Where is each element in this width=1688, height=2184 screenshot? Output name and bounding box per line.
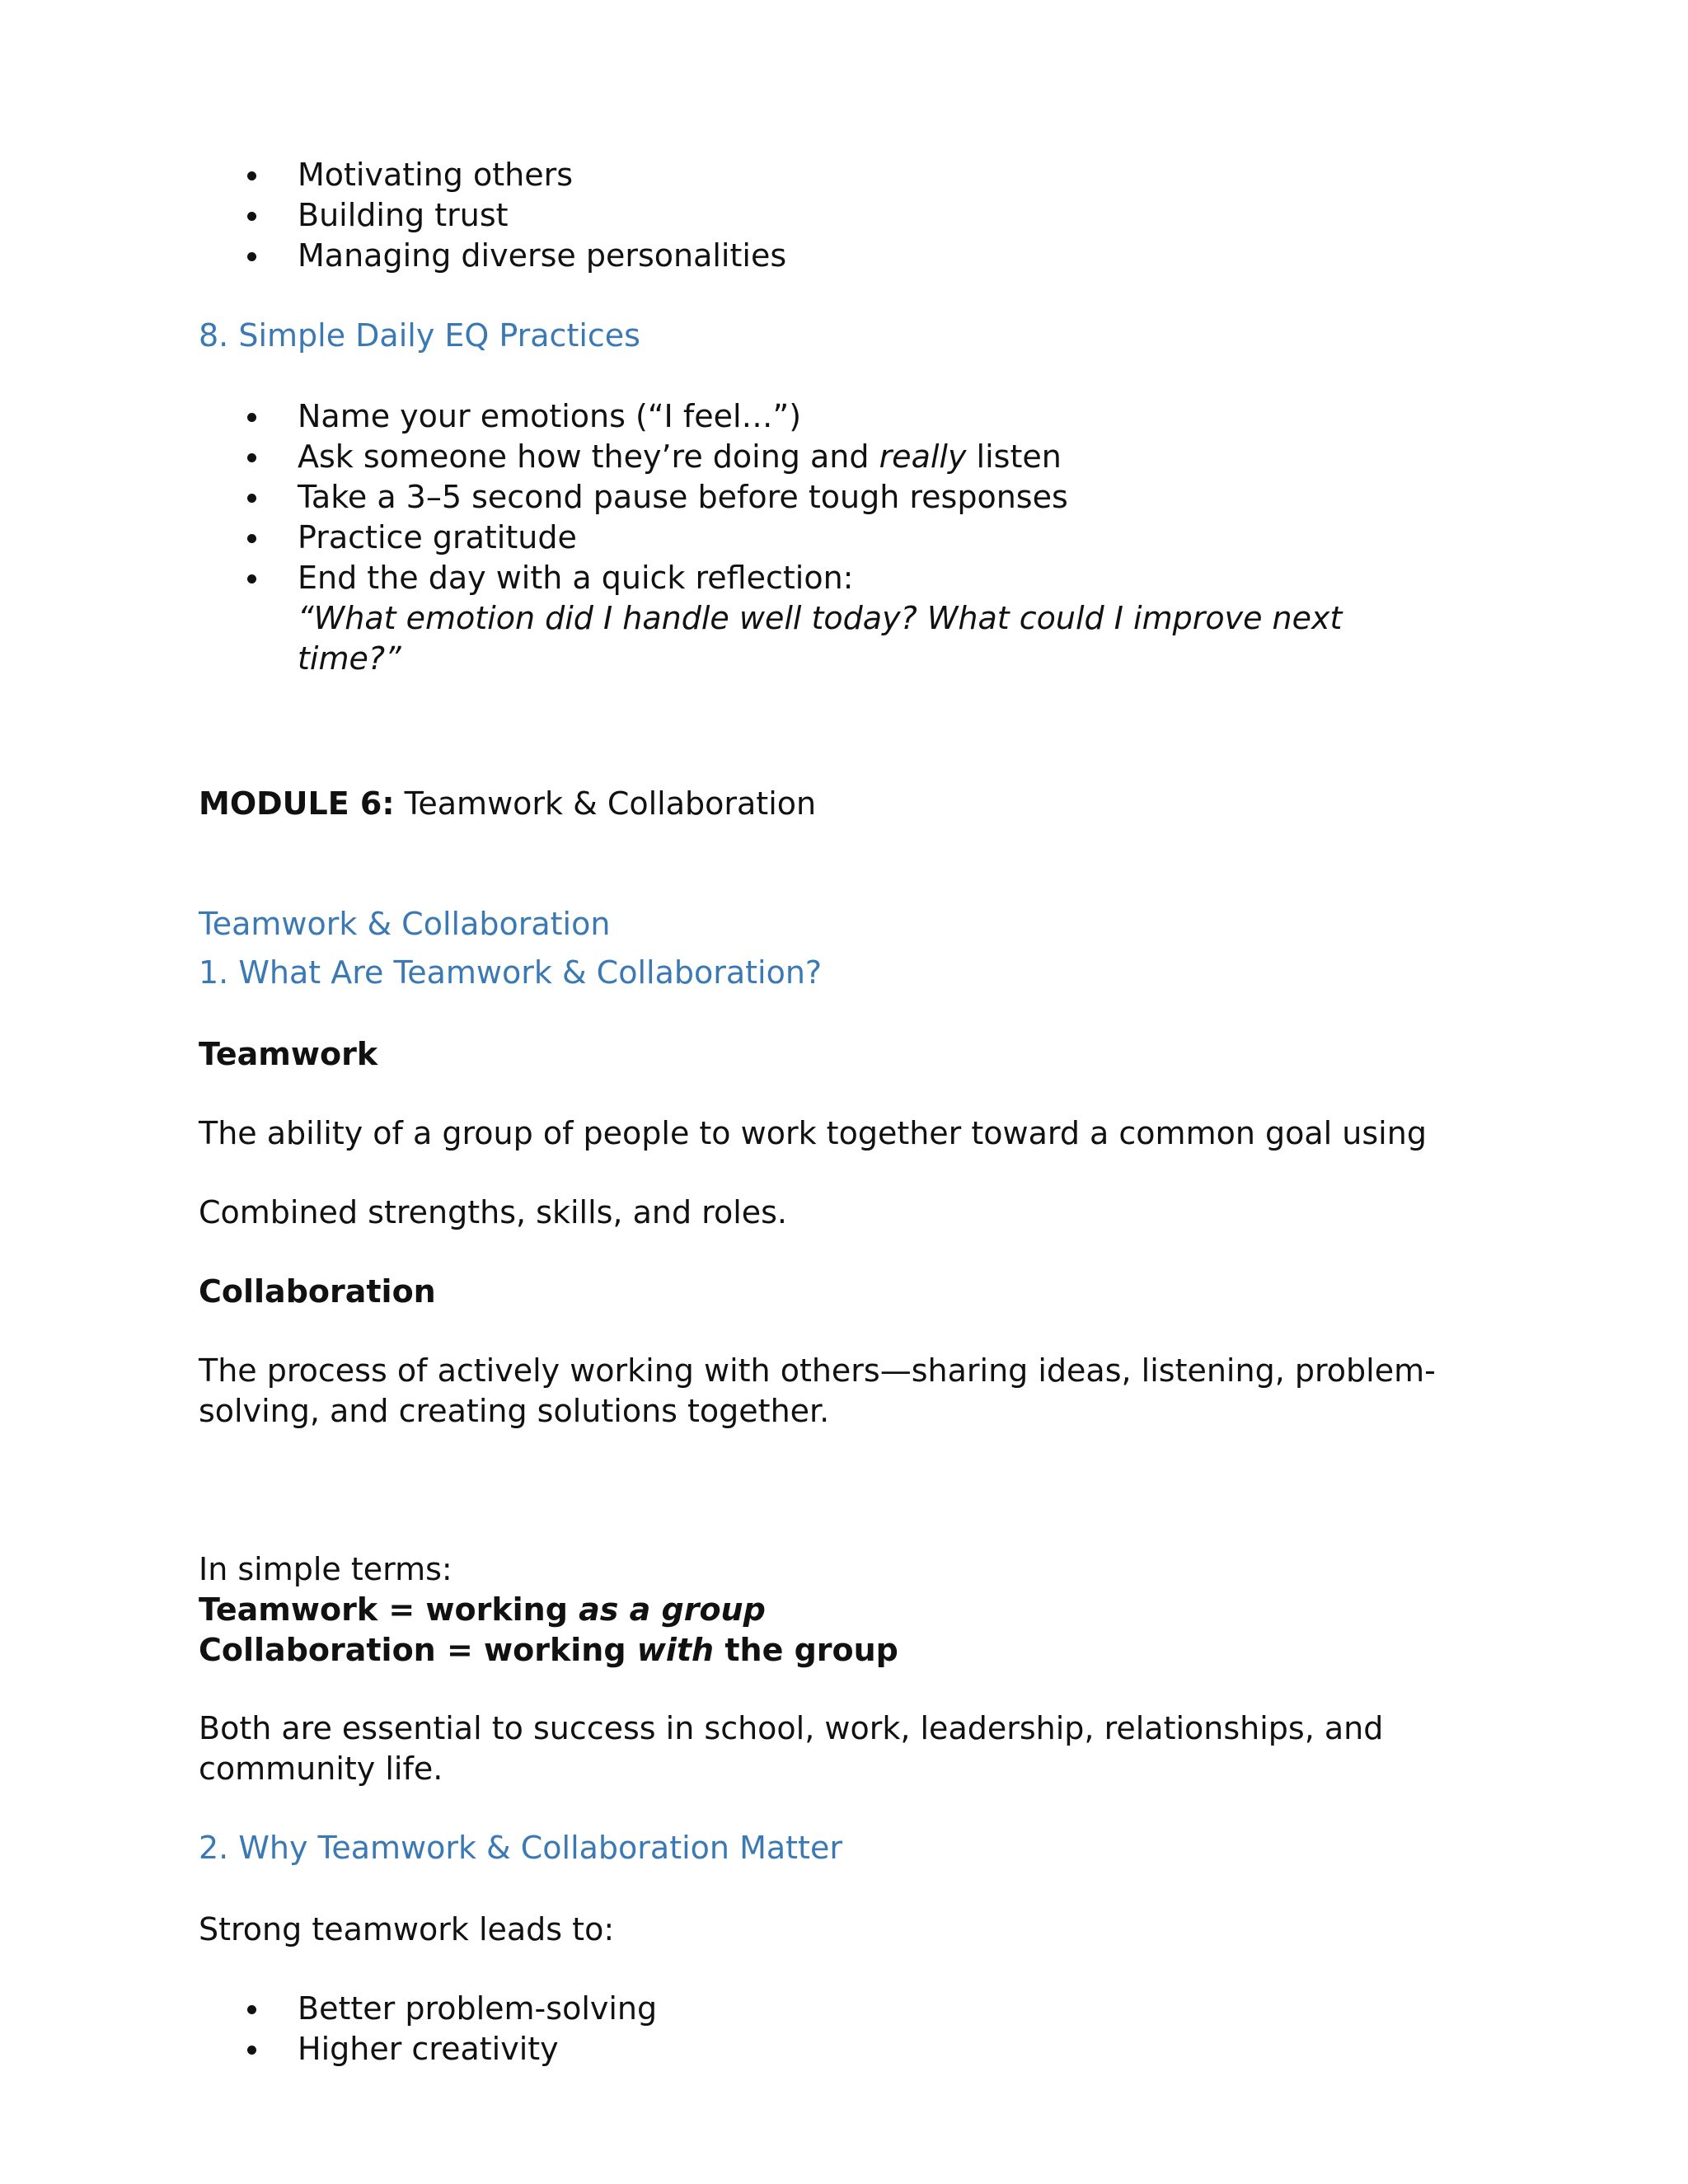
reflection-quote: time?” — [298, 640, 401, 677]
term-heading: Collaboration — [199, 1273, 436, 1310]
summary-text: Teamwork = working — [199, 1591, 579, 1628]
list-item-text: Practice gratitude — [298, 519, 577, 555]
emphasis-text: as a group — [579, 1591, 766, 1628]
definition-line: The process of actively working with others—sharing ideas, listening, problem- — [199, 1352, 1436, 1389]
section-heading: Teamwork & Collaboration — [199, 906, 611, 942]
bullet-icon — [247, 2005, 256, 2014]
list-item — [199, 518, 1540, 558]
summary-lead: In simple terms: — [199, 1551, 452, 1587]
emphasis-text: really — [879, 438, 967, 475]
list-item-text: Higher creativity — [298, 2031, 559, 2067]
bullet-icon — [247, 413, 256, 422]
list-item — [199, 195, 1540, 236]
bullet-icon — [247, 2046, 256, 2055]
definition-text: Combined strengths, skills, and roles. — [199, 1194, 788, 1230]
summary-block — [199, 1549, 1540, 1671]
list-item-text: Motivating others — [298, 157, 574, 193]
list-item-text: Name your emotions (“I feel…”) — [298, 398, 802, 434]
list-item — [199, 558, 1540, 679]
paragraph-line: Both are essential to success in school, work, leadership, relationships, and — [199, 1710, 1384, 1746]
list-item-text: listen — [966, 438, 1062, 475]
term-heading: Teamwork — [199, 1036, 378, 1072]
summary-text: the group — [714, 1632, 898, 1668]
list-item — [199, 437, 1540, 477]
section-heading: 2. Why Teamwork & Collaboration Matter — [199, 1830, 842, 1866]
eq-practices-list — [199, 396, 1540, 679]
emphasis-text: with — [636, 1632, 715, 1668]
paragraph-line: community life. — [199, 1750, 443, 1787]
benefits-list — [199, 1989, 1540, 2069]
list-item-text: Managing diverse personalities — [298, 237, 787, 274]
bullet-icon — [247, 212, 256, 221]
top-bullet-list — [199, 155, 1540, 276]
bullet-icon — [247, 252, 256, 261]
module-label: MODULE 6: — [199, 785, 395, 822]
list-item — [199, 236, 1540, 276]
section-heading: 1. What Are Teamwork & Collaboration? — [199, 954, 823, 991]
list-item-text: End the day with a quick reflection: — [298, 560, 854, 596]
definition-text — [199, 1351, 1540, 1432]
module-name: Teamwork & Collaboration — [394, 785, 817, 822]
list-item-text: Ask someone how they’re doing and — [298, 438, 879, 475]
summary-line — [199, 1630, 1540, 1671]
definition-text: The ability of a group of people to work together toward a common goal using — [199, 1115, 1427, 1151]
list-item-text: Building trust — [298, 197, 509, 233]
list-item-text: Better problem-solving — [298, 1990, 658, 2027]
bullet-icon — [247, 171, 256, 180]
summary-text: Collaboration = working — [199, 1632, 637, 1668]
paragraph: Strong teamwork leads to: — [199, 1911, 615, 1947]
paragraph — [199, 1708, 1540, 1789]
reflection-quote: “What emotion did I handle well today? What could I improve next — [298, 600, 1343, 636]
bullet-icon — [247, 574, 256, 583]
module-title — [199, 784, 1540, 824]
bullet-icon — [247, 453, 256, 462]
definition-line: solving, and creating solutions together. — [199, 1393, 830, 1429]
summary-line — [199, 1590, 1540, 1630]
list-item-text: Take a 3–5 second pause before tough responses — [298, 479, 1068, 515]
section-heading: 8. Simple Daily EQ Practices — [199, 317, 640, 354]
list-item — [199, 396, 1540, 437]
list-item — [199, 155, 1540, 195]
list-item — [199, 2029, 1540, 2069]
bullet-icon — [247, 534, 256, 543]
list-item — [199, 1989, 1540, 2029]
bullet-icon — [247, 494, 256, 503]
list-item — [199, 477, 1540, 518]
